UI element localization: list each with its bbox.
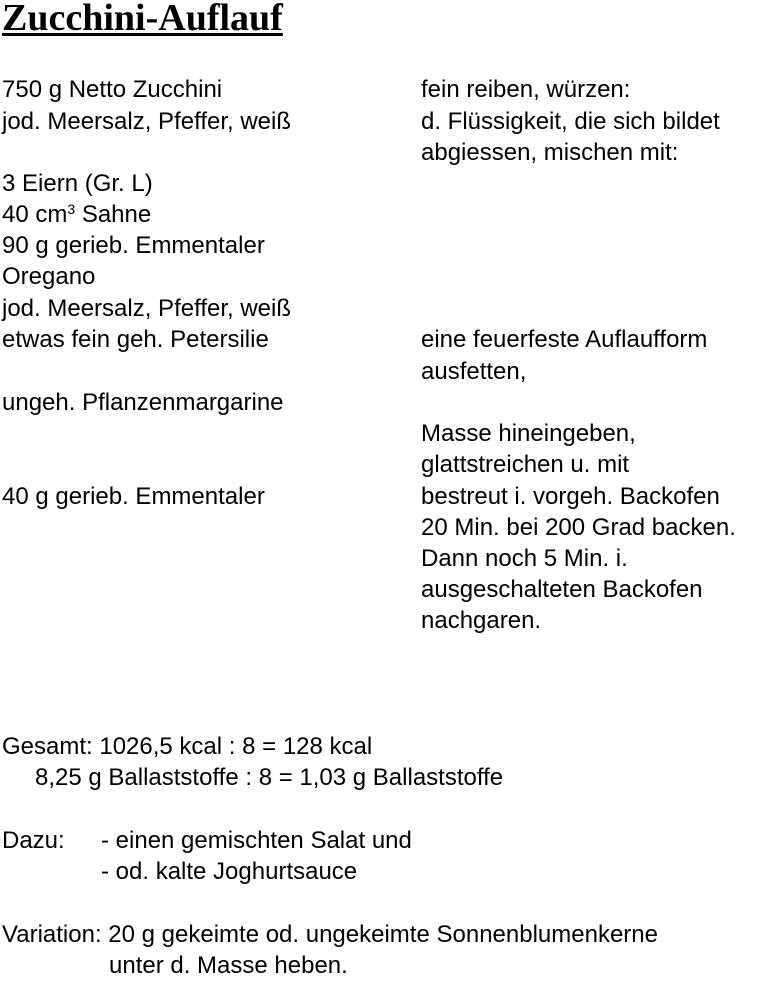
ingredient-eggs: 3 Eiern (Gr. L) — [2, 170, 153, 197]
variation-line: Variation: 20 g gekeimte od. ungekeimte Sonnenblumenkerne — [2, 921, 658, 948]
instruction-line: eine feuerfeste Auflaufform — [421, 326, 708, 353]
ingredient-zucchini: 750 g Netto Zucchini — [2, 76, 223, 103]
instruction-line: bestreut i. vorgeh. Backofen — [421, 483, 720, 510]
instruction-line: Masse hineingeben, — [421, 420, 636, 447]
cm-superscript: 3 — [67, 201, 76, 217]
serving-item: - einen gemischten Salat und — [101, 827, 412, 854]
ingredient-cream-name: Sahne — [81, 201, 152, 228]
instruction-line: abgiessen, mischen mit: — [421, 139, 679, 166]
ingredient-cream-amount: 40 cm — [2, 201, 68, 228]
instruction-line: Dann noch 5 Min. i. — [421, 545, 628, 572]
instruction-line: ausgeschalteten Backofen — [421, 576, 703, 603]
instruction-line: 20 Min. bei 200 Grad backen. — [421, 514, 736, 541]
variation-line: unter d. Masse heben. — [109, 952, 348, 979]
instruction-line: ausfetten, — [421, 358, 527, 385]
instruction-line: d. Flüssigkeit, die sich bildet — [421, 108, 720, 135]
recipe-title: Zucchini-Auflauf — [2, 0, 283, 39]
ingredient-oregano: Oregano — [2, 263, 96, 290]
ingredient-cheese-1: 90 g gerieb. Emmentaler — [2, 232, 265, 259]
ingredient-cream — [2, 199, 151, 230]
ingredient-cheese-2: 40 g gerieb. Emmentaler — [2, 483, 265, 510]
instruction-line: glattstreichen u. mit — [421, 451, 630, 478]
instruction-line: nachgaren. — [421, 607, 542, 634]
ingredient-seasoning-2: jod. Meersalz, Pfeffer, weiß — [2, 295, 292, 322]
ingredient-parsley: etwas fein geh. Petersilie — [2, 326, 269, 353]
instruction-line: fein reiben, würzen: — [421, 76, 631, 103]
ingredient-seasoning-1: jod. Meersalz, Pfeffer, weiß — [2, 108, 292, 135]
nutrition-fiber: 8,25 g Ballaststoffe : 8 = 1,03 g Ballaststoffe — [35, 764, 504, 791]
ingredient-margarine: ungeh. Pflanzenmargarine — [2, 389, 284, 416]
serving-item: - od. kalte Joghurtsauce — [101, 858, 358, 885]
nutrition-total: Gesamt: 1026,5 kcal : 8 = 128 kcal — [2, 733, 373, 760]
serving-label: Dazu: — [2, 827, 65, 854]
